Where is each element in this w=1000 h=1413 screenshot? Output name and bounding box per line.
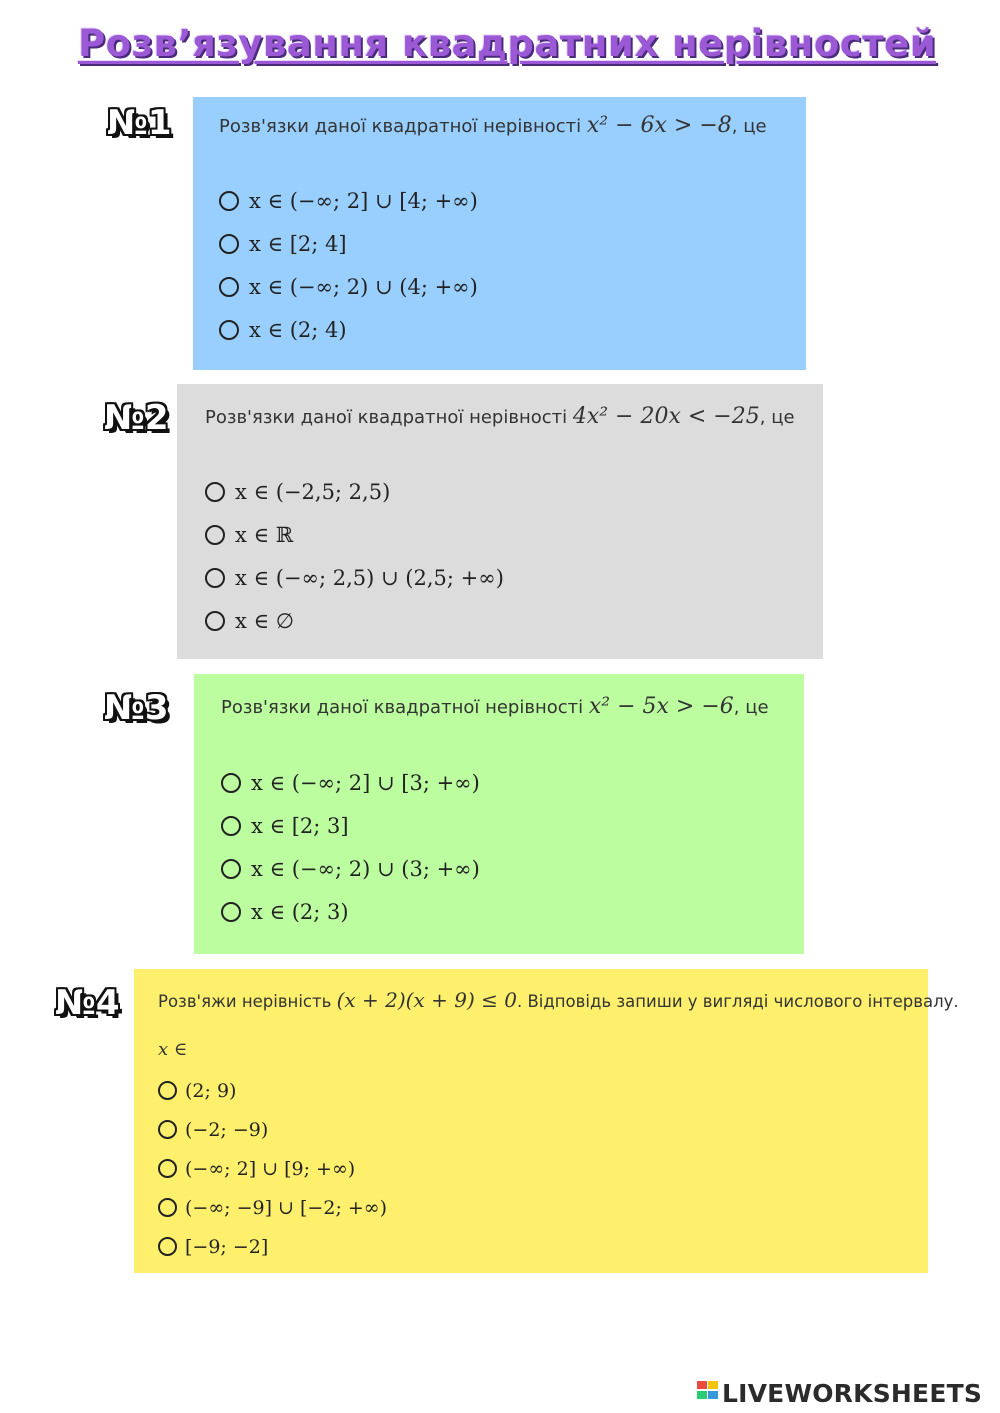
question-card-2 [177, 384, 823, 659]
prompt-math: 4x² − 20x < −25 [572, 404, 760, 429]
answer-prefix: x ∈ [158, 1039, 188, 1060]
option-label: [−9; −2] [185, 1235, 269, 1258]
question-prompt-1 [219, 113, 767, 138]
option-label: x ∈ ∅ [235, 608, 295, 633]
option-3-d[interactable] [221, 890, 480, 933]
option-1-a[interactable] [219, 179, 478, 222]
option-4-d[interactable] [158, 1188, 387, 1227]
question-number-4: №4 [55, 983, 120, 1023]
radio-button[interactable] [221, 773, 241, 793]
radio-button[interactable] [158, 1081, 177, 1100]
option-3-b[interactable] [221, 804, 480, 847]
radio-button[interactable] [158, 1198, 177, 1217]
options-list-2 [205, 470, 504, 642]
options-list-3 [221, 761, 480, 933]
radio-button[interactable] [219, 191, 239, 211]
option-2-c[interactable] [205, 556, 504, 599]
radio-button[interactable] [219, 234, 239, 254]
option-label: x ∈ (−∞; 2) ∪ (4; +∞) [249, 274, 478, 299]
option-label: (2; 9) [185, 1079, 237, 1102]
option-2-a[interactable] [205, 470, 504, 513]
prompt-text: Розв'яжи нерівність [158, 992, 332, 1011]
option-4-e[interactable] [158, 1227, 387, 1266]
prompt-math: (x + 2)(x + 9) ≤ 0 [336, 988, 517, 1012]
logo-text: LIVEWORKSHEETS [722, 1378, 983, 1408]
logo-square-icon [697, 1381, 707, 1389]
liveworksheets-logo [697, 1376, 982, 1410]
radio-button[interactable] [205, 611, 225, 631]
option-label: (−∞; 2] ∪ [9; +∞) [185, 1157, 356, 1180]
option-3-c[interactable] [221, 847, 480, 890]
prompt-suffix: , це [731, 116, 767, 137]
question-card-1 [193, 97, 806, 370]
logo-mark-icon [697, 1379, 719, 1407]
radio-button[interactable] [158, 1237, 177, 1256]
option-1-c[interactable] [219, 265, 478, 308]
option-4-a[interactable] [158, 1071, 387, 1110]
radio-button[interactable] [221, 902, 241, 922]
option-4-c[interactable] [158, 1149, 387, 1188]
radio-button[interactable] [205, 525, 225, 545]
option-3-a[interactable] [221, 761, 480, 804]
option-label: (−2; −9) [185, 1118, 269, 1141]
logo-square-icon [708, 1391, 718, 1399]
option-label: x ∈ (−∞; 2] ∪ [3; +∞) [251, 770, 480, 795]
question-number-2: №2 [104, 398, 169, 438]
radio-button[interactable] [158, 1120, 177, 1139]
prompt-text: Розв'язки даної квадратної нерівності [205, 407, 568, 428]
radio-button[interactable] [205, 482, 225, 502]
page-title: Розв’язування квадратних нерівностей [78, 22, 937, 65]
logo-square-icon [708, 1381, 718, 1389]
option-label: x ∈ (−∞; 2] ∪ [4; +∞) [249, 188, 478, 213]
question-number-1: №1 [107, 103, 172, 143]
radio-button[interactable] [221, 859, 241, 879]
option-4-b[interactable] [158, 1110, 387, 1149]
option-label: x ∈ ℝ [235, 522, 294, 547]
option-label: x ∈ (2; 3) [251, 899, 349, 924]
option-label: x ∈ (2; 4) [249, 317, 347, 342]
prompt-text: Розв'язки даної квадратної нерівності [221, 697, 584, 718]
option-2-d[interactable] [205, 599, 504, 642]
option-label: x ∈ (−∞; 2,5) ∪ (2,5; +∞) [235, 565, 504, 590]
radio-button[interactable] [205, 568, 225, 588]
question-number-3: №3 [104, 688, 169, 728]
options-list-1 [219, 179, 478, 351]
option-1-b[interactable] [219, 222, 478, 265]
option-label: x ∈ (−2,5; 2,5) [235, 479, 391, 504]
logo-square-icon [697, 1391, 707, 1399]
prompt-suffix: , це [733, 697, 769, 718]
prompt-math: x² − 5x > −6 [588, 694, 734, 719]
radio-button[interactable] [219, 320, 239, 340]
question-prompt-2 [205, 404, 795, 429]
question-prompt-3 [221, 694, 769, 719]
option-label: x ∈ [2; 3] [251, 813, 349, 838]
question-prompt-4 [158, 988, 959, 1012]
prompt-math: x² − 6x > −8 [586, 113, 732, 138]
question-card-3 [194, 674, 804, 954]
option-label: x ∈ (−∞; 2) ∪ (3; +∞) [251, 856, 480, 881]
radio-button[interactable] [219, 277, 239, 297]
radio-button[interactable] [221, 816, 241, 836]
prompt-suffix: , це [759, 407, 795, 428]
option-label: (−∞; −9] ∪ [−2; +∞) [185, 1196, 388, 1219]
option-2-b[interactable] [205, 513, 504, 556]
options-list-4 [158, 1071, 387, 1266]
prompt-suffix: . Відповідь запиши у вигляді числового інтервалу. [516, 992, 959, 1011]
prompt-text: Розв'язки даної квадратної нерівності [219, 116, 582, 137]
radio-button[interactable] [158, 1159, 177, 1178]
option-1-d[interactable] [219, 308, 478, 351]
option-label: x ∈ [2; 4] [249, 231, 347, 256]
question-card-4 [134, 969, 959, 1273]
